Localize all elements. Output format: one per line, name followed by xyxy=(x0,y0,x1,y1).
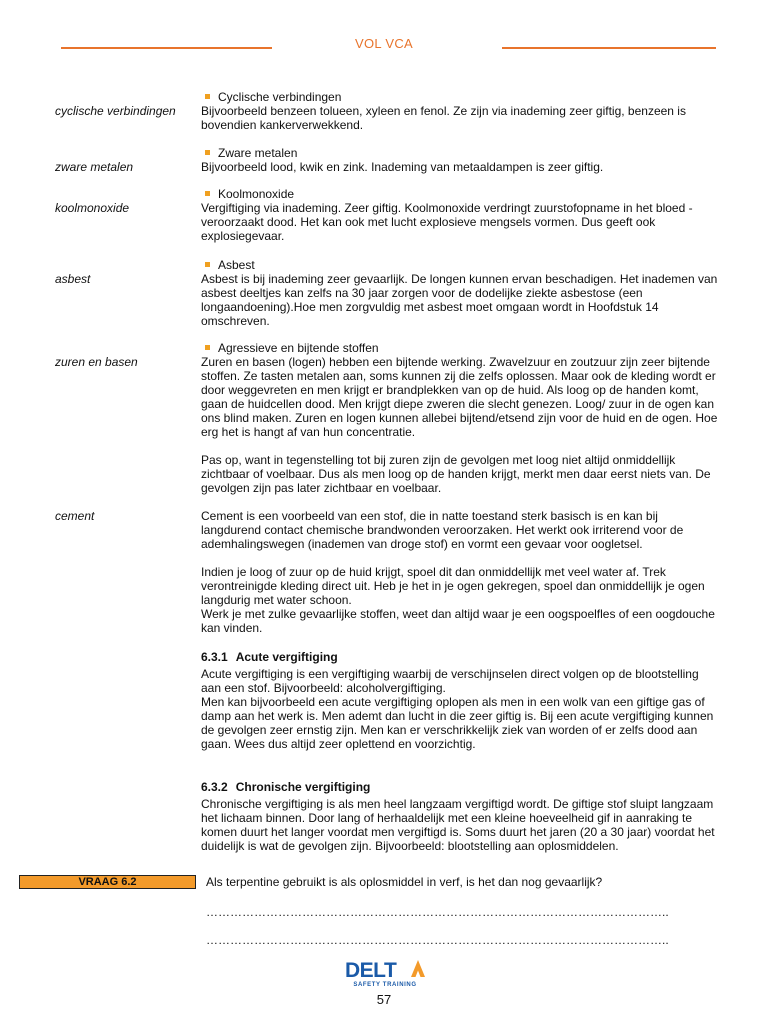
subsection-heading: 6.3.2 Chronische vergiftiging xyxy=(201,780,371,794)
subsection-paragraph: Chronische vergiftiging is als men heel langzaam vergiftigd wordt. De giftige stof sluipt langzaam het lichaam binnen. Door lang of herhaaldelijk met een kleine hoeveelheid gif in aanraking te komen duurt het langer voordat men vergiftigd is. Soms duurt het jaren (20 a 30 jaar) voordat het duidelijk is wat de gevolgen zijn. Bijvoorbeeld: blootstelling aan oplosmiddelen. xyxy=(201,797,715,853)
bullet-square-icon xyxy=(205,191,210,196)
bullet-item: Asbest xyxy=(201,258,255,272)
question-text: Als terpentine gebruikt is als oplosmiddel in verf, is het dan nog gevaarlijk? xyxy=(206,875,603,889)
bullet-item: Zware metalen xyxy=(201,146,297,160)
page-header-title: VOL VCA xyxy=(355,36,413,51)
margin-term: zuren en basen xyxy=(55,355,138,369)
section-paragraph: Pas op, want in tegenstelling tot bij zuren zijn de gevolgen met loog niet altijd onmiddellijk zichtbaar of voelbaar. Dus als men loog op de handen krijgt, merkt men daar eerst niets van. De gevolgen zijn pas later zichtbaar en voelbaar. xyxy=(201,453,711,495)
margin-term: koolmonoxide xyxy=(55,201,130,215)
bullet-item: Koolmonoxide xyxy=(201,187,294,201)
answer-line: …………………………………………………………………………………………………….. xyxy=(206,905,669,919)
section-paragraph: Werk je met zulke gevaarlijke stoffen, weet dan altijd waar je een oogspoelfles of een oogdouche kan vinden. xyxy=(201,607,715,635)
answer-line: …………………………………………………………………………………………………….. xyxy=(206,933,669,947)
margin-term: zware metalen xyxy=(55,160,134,174)
bullet-square-icon xyxy=(205,150,210,155)
bullet-square-icon xyxy=(205,262,210,267)
subsection-heading: 6.3.1 Acute vergiftiging xyxy=(201,650,338,664)
subsection-paragraph: Acute vergiftiging is een vergiftiging waarbij de verschijnselen direct volgen op de blootstelling aan een stof. Bijvoorbeeld: alcoholvergiftiging. xyxy=(201,667,699,695)
svg-text:SAFETY TRAINING: SAFETY TRAINING xyxy=(353,982,417,988)
section-paragraph: Indien je loog of zuur op de huid krijgt, spoel dit dan onmiddellijk met veel water af. Trek verontreinigde kleding direct uit. Heb je het in je ogen gekregen, spoel dan onmiddellijk je ogen langdurig met water schoon. xyxy=(201,565,705,607)
margin-term: cyclische verbindingen xyxy=(55,104,176,118)
section-paragraph: Zuren en basen (logen) hebben een bijtende werking. Zwavelzuur en zoutzuur zijn zeer bijtende stoffen. Ze tasten metalen aan, soms kunnen zij die zelfs oplossen. Maar ook de kleding wordt er door weggevreten en men krijgt er brandplekken van op de huid. Als loog op de handen komt, gaan de huidcellen dood. Men krijgt diepe zweren die slecht genezen. Loog/ zuur in de ogen kan ons blind maken. Zuren en logen kunnen allebei bijtend/etsend zijn voor de huid en de ogen. Hoe erg het is hangt af van hun concentratie. xyxy=(201,355,718,439)
margin-term: asbest xyxy=(55,272,91,286)
page-number: 57 xyxy=(376,992,392,1007)
section-paragraph: Bijvoorbeeld benzeen tolueen, xyleen en fenol. Ze zijn via inademing zeer giftig, benzeen is bovendien kankerverwekkend. xyxy=(201,104,686,132)
bullet-item: Agressieve en bijtende stoffen xyxy=(201,341,379,355)
header-rule-right xyxy=(502,47,716,49)
margin-term: cement xyxy=(55,509,95,523)
svg-text:DELT: DELT xyxy=(345,959,397,982)
question-label-badge: VRAAG 6.2 xyxy=(19,875,196,889)
bullet-square-icon xyxy=(205,94,210,99)
section-paragraph: Asbest is bij inademing zeer gevaarlijk. De longen kunnen ervan beschadigen. Het inademen van asbest deeltjes kan zelfs na 30 jaar zorgen voor de dodelijke ziekte asbestose (een longaandoening).Hoe men zorgvuldig met asbest moet omgaan wordt in Hoofdstuk 14 omschreven. xyxy=(201,272,718,328)
delta-safety-training-logo xyxy=(343,958,427,988)
bullet-item: Cyclische verbindingen xyxy=(201,90,341,104)
section-paragraph: Cement is een voorbeeld van een stof, die in natte toestand sterk basisch is en kan bij langdurend contact chemische brandwonden veroorzaken. Het werkt ook irriterend voor de ademhalingswegen (inademen van droge stof) en vormt een gevaar voor oogletsel. xyxy=(201,509,684,551)
section-paragraph: Bijvoorbeeld lood, kwik en zink. Inademing van metaaldampen is zeer giftig. xyxy=(201,160,604,174)
subsection-paragraph: Men kan bijvoorbeeld een acute vergiftiging oplopen als men in een wolk van een giftige gas of damp aan het werk is. Men ademt dan lucht in die zeer giftig is. Bij een acute vergiftiging kunnen de gevolgen zeer ernstig zijn. Men kan er verschrikkelijk ziek van worden of er zelfs dood aan gaan. Wees dus altijd zeer oplettend en voorzichtig. xyxy=(201,695,714,751)
bullet-square-icon xyxy=(205,345,210,350)
section-paragraph: Vergiftiging via inademing. Zeer giftig. Koolmonoxide verdringt zuurstofopname in het bloed - veroorzaakt dood. Het kan ook met lucht explosieve mengsels vormen. Dus geeft ook explosiegevaar. xyxy=(201,201,693,243)
